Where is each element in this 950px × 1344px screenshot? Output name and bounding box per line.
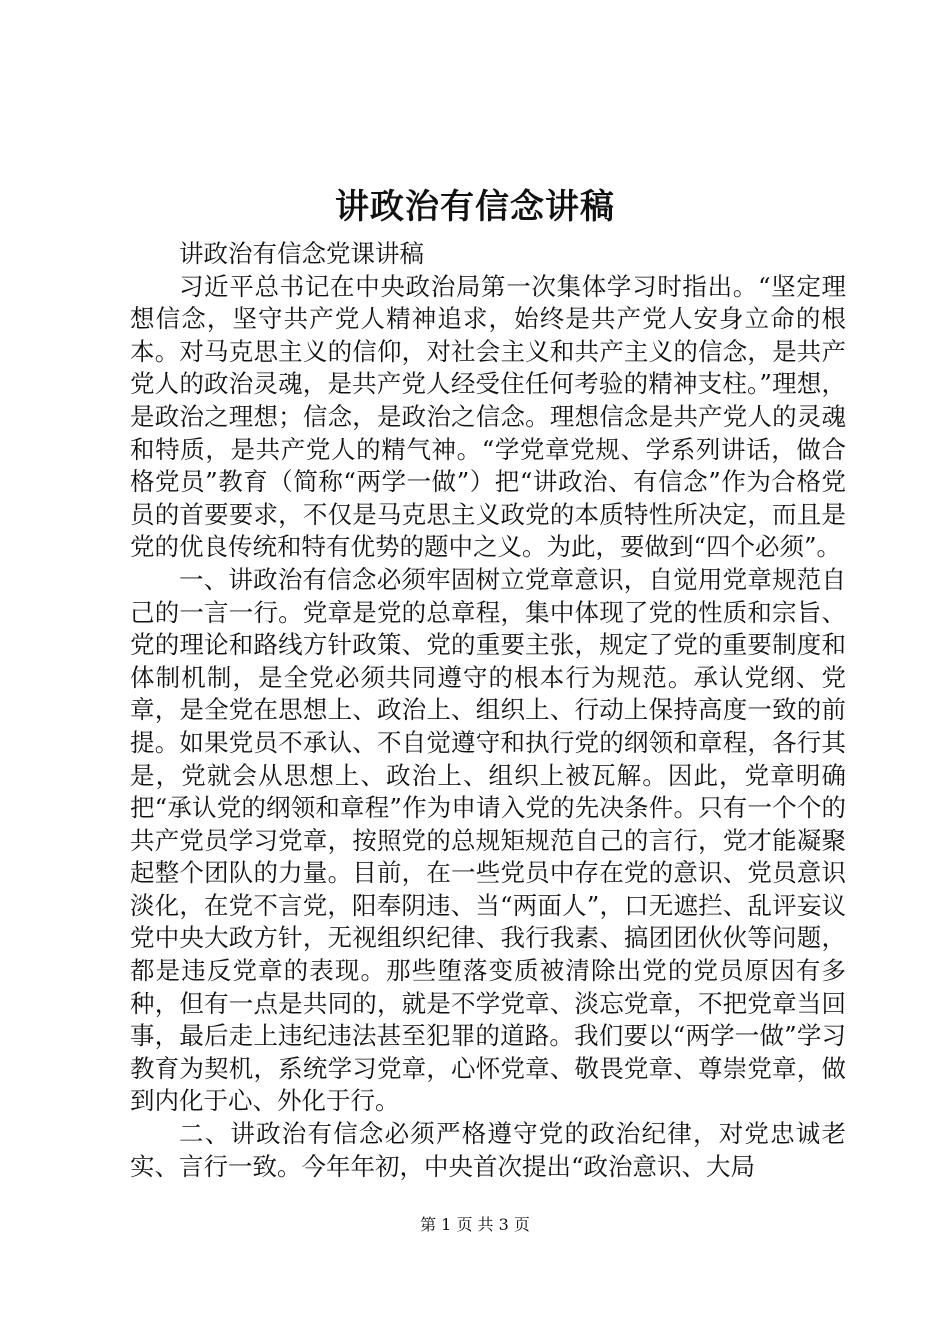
document-title: 讲政治有信念讲稿 xyxy=(335,187,615,227)
paragraph-intro: 习近平总书记在中央政治局第一次集体学习时指出。“坚定理想信念，坚守共产党人精神追求，始终是共产党人安身立命的根本。对马克思主义的信仰，对社会主义和共产主义的信念，是共产党人的政治灵魂，是共产党人经受住任何考验的精神支柱。”理想，是政治之理想；信念，是政治之信念。理想信念是共产党人的灵魂和特质，是共产党人的精气神。“学党章党规、学系列讲话，做合格党员”教育（简称“两学一做”）把“讲政治、有信念”作为合格党员的首要要求，不仅是马克思主义政党的本质特性所决定，而且是党的优良传统和特有优势的题中之义。为此，要做到“四个必须”。 xyxy=(130,271,846,562)
paragraph-section-one: 一、讲政治有信念必须牢固树立党章意识，自觉用党章规范自己的一言一行。党章是党的总章程，集中体现了党的性质和宗旨、党的理论和路线方针政策、党的重要主张，规定了党的重要制度和体制机制，是全党必须共同遵守的根本行为规范。承认党纲、党章，是全党在思想上、政治上、组织上、行动上保持高度一致的前提。如果党员不承认、不自觉遵守和执行党的纲领和章程，各行其是，党就会从思想上、政治上、组织上被瓦解。因此，党章明确把“承认党的纲领和章程”作为申请入党的先决条件。只有一个个的共产党员学习党章，按照党的总规矩规范自己的言行，党才能凝聚起整个团队的力量。目前，在一些党员中存在党的意识、党员意识淡化，在党不言党，阳奉阴违、当“两面人”，口无遮拦、乱评妄议党中央大政方针，无视组织纪律、我行我素、搞团团伙伙等问题，都是违反党章的表现。那些堕落变质被清除出党的党员原因有多种，但有一点是共同的，就是不学党章、淡忘党章，不把党章当回事，最后走上违纪违法甚至犯罪的道路。我们要以“两学一做”学习教育为契机，系统学习党章，心怀党章、敬畏党章、尊崇党章，做到内化于心、外化于行。 xyxy=(130,564,846,1116)
document-body xyxy=(130,238,846,1183)
page-number-footer: 第 1 页 共 3 页 xyxy=(420,1215,530,1234)
paragraph-subtitle: 讲政治有信念党课讲稿 xyxy=(179,239,424,268)
paragraph-section-two: 二、讲政治有信念必须严格遵守党的政治纪律，对党忠诚老实、言行一致。今年年初，中央首次提出“政治意识、大局 xyxy=(130,1119,846,1181)
